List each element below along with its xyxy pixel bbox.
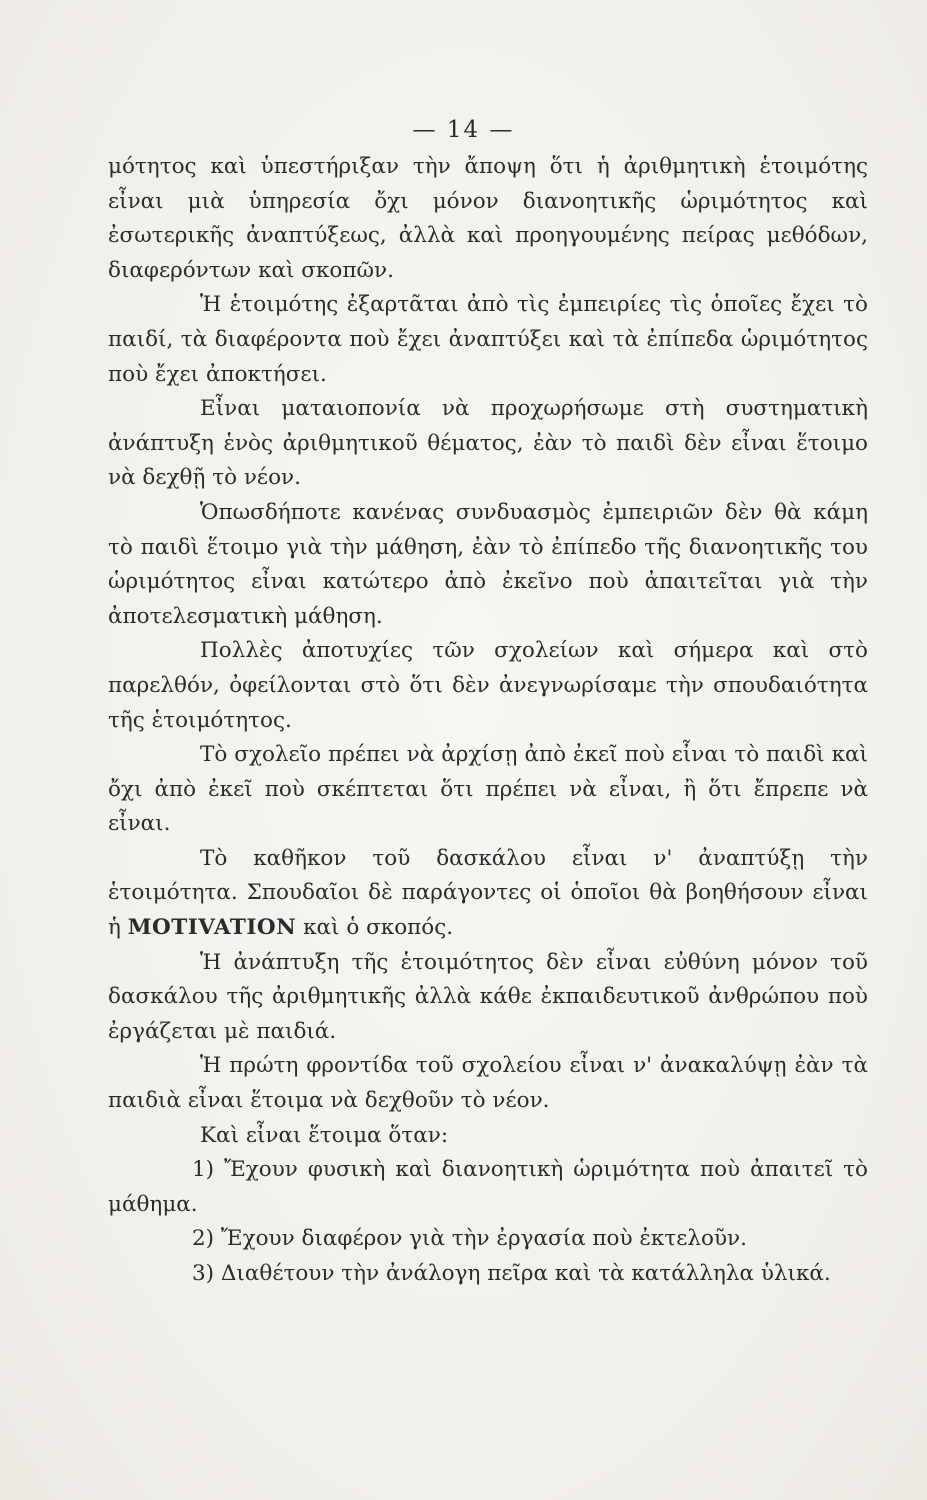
paragraph-continuation: μότητος καὶ ὑπεστήριξαν τὴν ἄποψη ὅτι ἡ ἀριθμητικὴ ἑτοιμότης εἶναι μιὰ ὑπηρεσία ὄχι μόνον διανοητικῆς ὡριμότητος καὶ ἐσωτερικῆς ἀναπτύξεως, ἀλλὰ καὶ προηγουμένης πείρας μεθόδων, διαφερόντων καὶ σκοπῶν. (108, 154, 868, 283)
list-intro: Καὶ εἶναι ἕτοιμα ὅταν: (200, 1122, 449, 1148)
paragraph: Ἡ πρώτη φροντίδα τοῦ σχολείου εἶναι ν' ἀνακαλύψῃ ἐὰν τὰ παιδιὰ εἶναι ἕτοιμα νὰ δεχθοῦν τὸ νέον. (108, 1053, 868, 1114)
paragraph-text-after: καὶ ὁ σκοπός. (296, 915, 454, 941)
motivation-term: MOTIVATION (127, 915, 297, 941)
paragraph: Ἡ ἑτοιμότης ἐξαρτᾶται ἀπὸ τὶς ἐμπειρίες τὶς ὁποῖες ἔχει τὸ παιδί, τὰ διαφέροντα ποὺ ἔχει ἀναπτύξει καὶ τὰ ἐπίπεδα ὡριμότητος ποὺ ἔχει ἀποκτήσει. (108, 292, 868, 387)
page-number: — 14 — (412, 117, 515, 143)
paragraph: Ἡ ἀνάπτυξη τῆς ἑτοιμότητος δὲν εἶναι εὐθύνη μόνον τοῦ δασκάλου τῆς ἀριθμητικῆς ἀλλὰ κάθε ἐκπαιδευτικοῦ ἀνθρώπου ποὺ ἐργάζεται μὲ παιδιά. (108, 949, 868, 1044)
paragraph: Τὸ σχολεῖο πρέπει νὰ ἀρχίσῃ ἀπὸ ἐκεῖ ποὺ εἶναι τὸ παιδὶ καὶ ὄχι ἀπὸ ἐκεῖ ποὺ σκέπτεται ὅτι πρέπει νὰ εἶναι, ἢ ὅτι ἔπρεπε νὰ εἶναι. (108, 742, 868, 837)
body-text (108, 150, 868, 1292)
paragraph-text-before: Τὸ καθῆκον τοῦ δασκάλου εἶναι ν' ἀναπτύξῃ τὴν ἑτοιμότητα. Σπουδαῖοι δὲ παράγοντες οἱ ὁποῖοι θὰ βοηθήσουν εἶναι ἡ (108, 845, 868, 941)
paragraph: Πολλὲς ἀποτυχίες τῶν σχολείων καὶ σήμερα καὶ στὸ παρελθόν, ὀφείλονται στὸ ὅτι δὲν ἀνεγνωρίσαμε τὴν σπουδαιότητα τῆς ἑτοιμότητος. (108, 638, 868, 733)
list-item: 2) Ἔχουν διαφέρον γιὰ τὴν ἐργασία ποὺ ἐκτελοῦν. (192, 1226, 747, 1252)
list-item: 1) Ἔχουν φυσικὴ καὶ διανοητικὴ ὡριμότητα ποὺ ἀπαιτεῖ τὸ μάθημα. (108, 1157, 868, 1217)
paragraph: Εἶναι ματαιοπονία νὰ προχωρήσωμε στὴ συστηματικὴ ἀνάπτυξη ἑνὸς ἀριθμητικοῦ θέματος, ἐὰν τὸ παιδὶ δὲν εἶναι ἕτοιμο νὰ δεχθῇ τὸ νέον. (108, 396, 868, 491)
paragraph-motivation (108, 842, 868, 946)
list-item: 3) Διαθέτουν τὴν ἀνάλογη πεῖρα καὶ τὰ κατάλληλα ὑλικά. (192, 1261, 831, 1286)
paragraph: Ὁπωσδήποτε κανένας συνδυασμὸς ἐμπειριῶν δὲν θὰ κάμη τὸ παιδὶ ἕτοιμο γιὰ τὴν μάθηση, ἐὰν τὸ ἐπίπεδο τῆς διανοητικῆς του ὡριμότητος εἶναι κατώτερο ἀπὸ ἐκεῖνο ποὺ ἀπαιτεῖται γιὰ τὴν ἀποτελεσματικὴ μάθηση. (108, 499, 868, 629)
